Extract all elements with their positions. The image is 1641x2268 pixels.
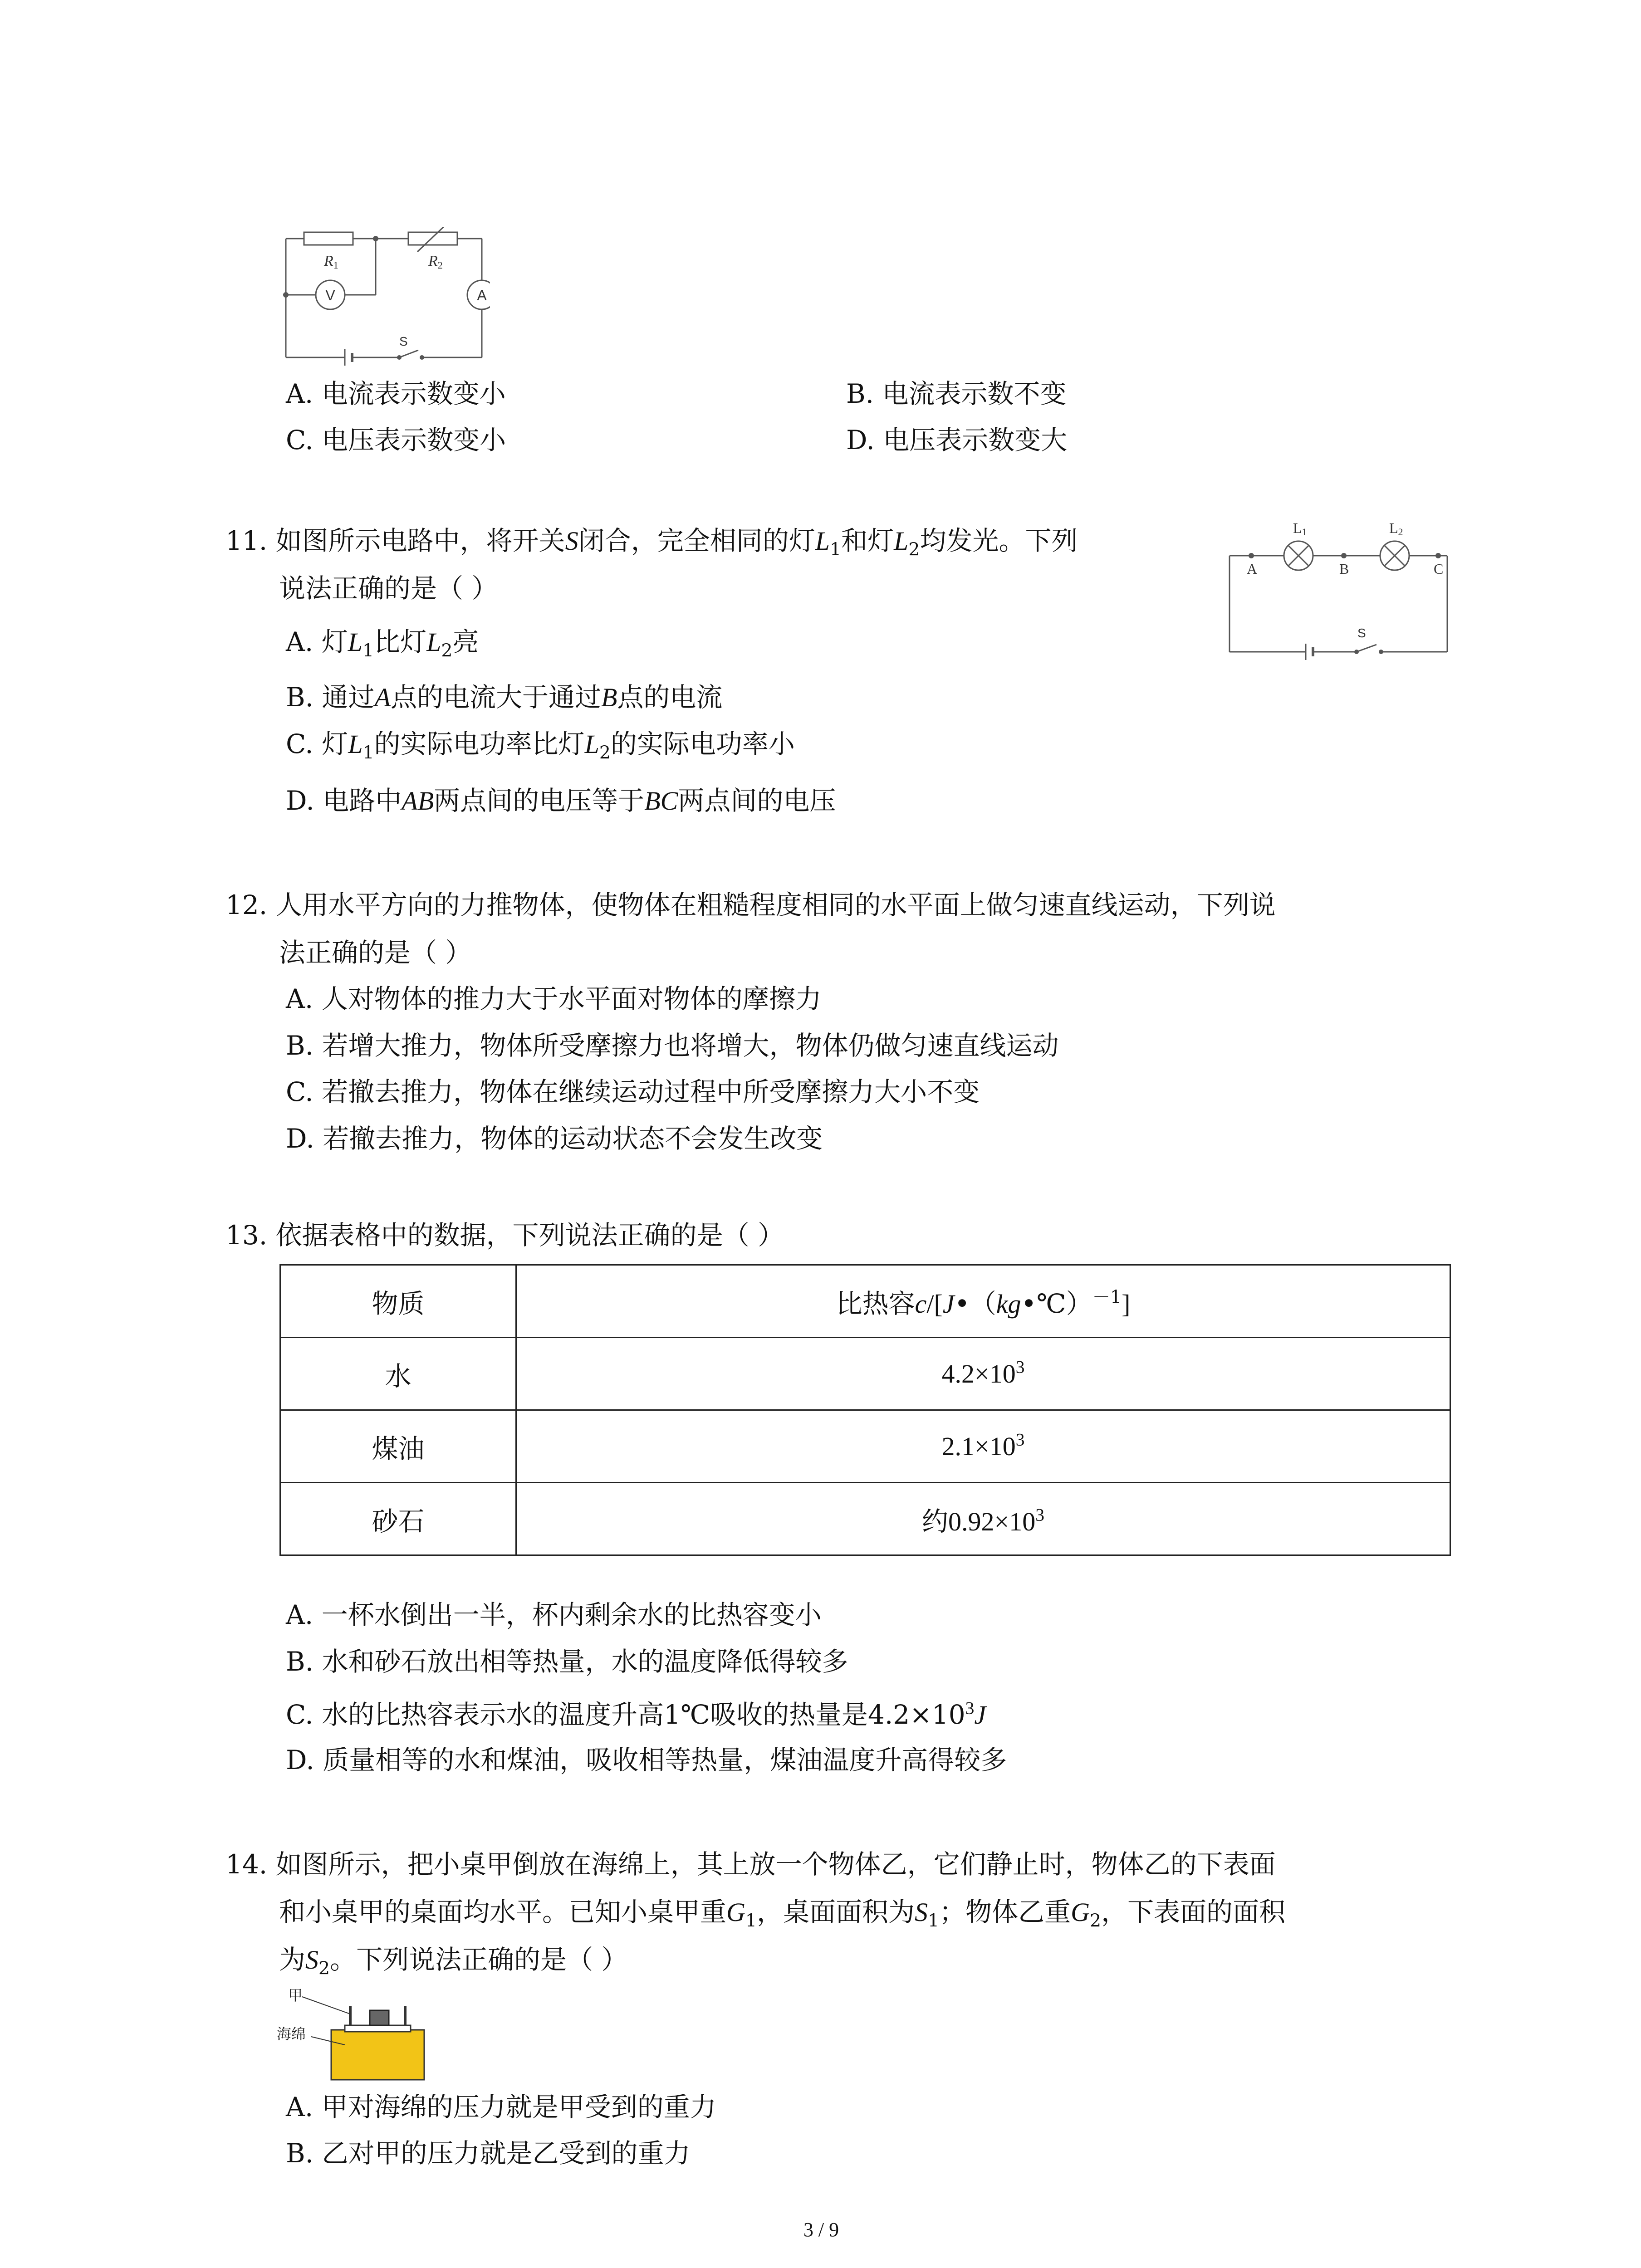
table-top [345,2025,411,2032]
table-header-specific-heat: 比热容c/[J•（kg•℃）$^{-1}$] [516,1265,1450,1338]
q14-option-b[interactable]: B. 乙对甲的压力就是乙受到的重力 [286,2138,691,2169]
table-cell-substance: 水 [280,1338,516,1410]
q14-stem-line2: 和小桌甲的桌面均水平。已知小桌甲重$G_1$，桌面面积为$S_1$；物体乙重$G_2$，下表面的面积 [279,1897,1286,1931]
lamp-l2-label: L2 [1389,520,1403,538]
circuit-diagram-q11 [1225,515,1461,665]
sponge-table-figure [277,1987,431,2082]
table-header-substance: 物质 [280,1265,516,1338]
q11-option-b[interactable]: B. 通过A点的电流大于通过B点的电流 [286,682,723,713]
point-a-label: A [1247,561,1258,577]
q11-option-c[interactable]: C. 灯$L_1$的实际电功率比灯$L_2$的实际电功率小 [286,728,795,763]
q13-option-d[interactable]: D. 质量相等的水和煤油，吸收相等热量，煤油温度升高得较多 [286,1745,1007,1775]
specific-heat-table [279,1264,1451,1556]
table-header-row [280,1265,1450,1338]
q13-option-a[interactable]: A. 一杯水倒出一半，杯内剩余水的比热容变小 [286,1599,822,1630]
q12-option-c[interactable]: C. 若撤去推力，物体在继续运动过程中所受摩擦力大小不变 [286,1076,980,1107]
q12-option-a[interactable]: A. 人对物体的推力大于水平面对物体的摩擦力 [286,983,822,1014]
table-cell-value: $4.2\times 10^3$ [516,1338,1450,1410]
ammeter-icon: A [477,287,487,303]
table-cell-substance: 砂石 [280,1483,516,1555]
label-sponge: 海绵 [277,2025,306,2043]
q10-option-a[interactable]: A. 电流表示数变小 [286,378,506,409]
table-row [280,1483,1450,1555]
table-row [280,1338,1450,1410]
circuit-diagram-q10 [277,227,490,372]
q10-option-d[interactable]: D. 电压表示数变大 [846,425,1068,455]
object-yi [370,2010,389,2025]
q13-option-b[interactable]: B. 水和砂石放出相等热量，水的温度降低得较多 [286,1646,848,1677]
table-cell-value: 约$0.92\times 10^3$ [516,1483,1450,1555]
q14-stem-line3: 为$S_2$。下列说法正确的是（ ） [279,1944,628,1979]
q11-option-a[interactable]: A. 灯$L_1$比灯$L_2$亮 [286,626,479,661]
q11-stem-line1: 11. 如图所示电路中，将开关S闭合，完全相同的灯$L_1$和灯$L_2$均发光。下列 [225,525,1078,560]
table-row [280,1410,1450,1483]
sponge-block [331,2030,424,2080]
q13-stem: 13. 依据表格中的数据，下列说法正确的是（ ） [225,1220,784,1251]
q10-option-b[interactable]: B. 电流表示数不变 [846,378,1067,409]
q14-stem-line1: 14. 如图所示，把小桌甲倒放在海绵上，其上放一个物体乙，它们静止时，物体乙的下表面 [225,1849,1276,1880]
q10-option-c[interactable]: C. 电压表示数变小 [286,425,506,455]
point-c-label: C [1434,561,1444,577]
lamp-l1-label: L1 [1293,520,1307,538]
r1-label: R1 [324,253,338,271]
q12-stem-line2: 法正确的是（ ） [279,937,472,968]
point-b-label: B [1339,561,1349,577]
q11-stem-line2: 说法正确的是（ ） [279,573,498,604]
q11-option-d[interactable]: D. 电路中AB两点间的电压等于BC两点间的电压 [286,785,836,816]
switch-label: S [1357,626,1366,640]
r2-label: R2 [428,253,443,271]
q13-option-c[interactable]: C. 水的比热容表示水的温度升高1℃吸收的热量是$4.2\times 10^3J$ [286,1698,986,1730]
switch-label: S [399,334,408,348]
table-cell-value: $2.1\times 10^3$ [516,1410,1450,1483]
q12-stem-line1: 12. 人用水平方向的力推物体，使物体在粗糙程度相同的水平面上做匀速直线运动，下列说 [225,890,1276,920]
q12-option-b[interactable]: B. 若增大推力，物体所受摩擦力也将增大，物体仍做匀速直线运动 [286,1030,1059,1061]
page-number: 3 / 9 [803,2219,839,2241]
table-cell-substance: 煤油 [280,1410,516,1483]
q14-option-a[interactable]: A. 甲对海绵的压力就是甲受到的重力 [286,2092,716,2122]
q12-option-d[interactable]: D. 若撤去推力，物体的运动状态不会发生改变 [286,1123,823,1154]
voltmeter-icon: V [325,287,335,303]
label-jia: 甲 [288,1987,303,2004]
